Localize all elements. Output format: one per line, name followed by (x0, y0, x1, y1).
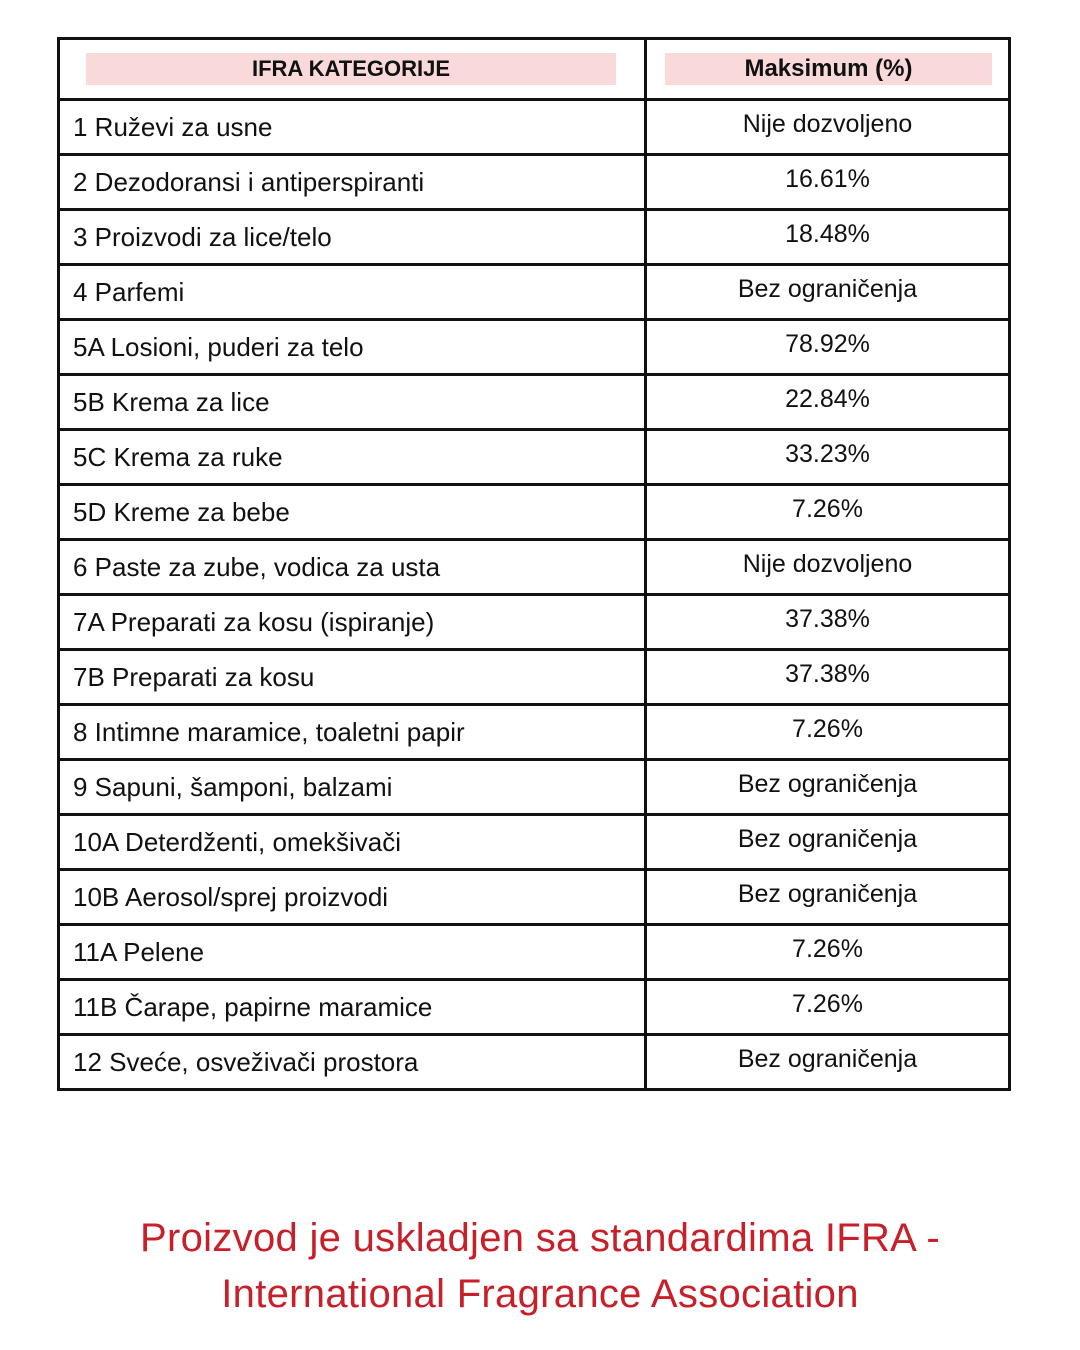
maximum-cell: Bez ograničenja (646, 815, 1010, 870)
compliance-note (0, 1210, 1080, 1322)
table-row (59, 650, 1010, 705)
compliance-note-line-1: Proizvod je uskladjen sa standardima IFRA - (140, 1216, 940, 1260)
header-maximum-label: Maksimum (%) (665, 53, 992, 85)
maximum-cell: Nije dozvoljeno (646, 540, 1010, 595)
maximum-cell: 7.26% (646, 705, 1010, 760)
table-row (59, 760, 1010, 815)
category-cell: 5B Krema za lice (59, 375, 646, 430)
maximum-cell: 37.38% (646, 595, 1010, 650)
maximum-cell: 7.26% (646, 485, 1010, 540)
table-row (59, 815, 1010, 870)
maximum-cell: 37.38% (646, 650, 1010, 705)
category-cell: 12 Sveće, osveživači prostora (59, 1035, 646, 1090)
category-cell: 10A Deterdženti, omekšivači (59, 815, 646, 870)
table-row (59, 430, 1010, 485)
category-cell: 9 Sapuni, šamponi, balzami (59, 760, 646, 815)
category-cell: 11B Čarape, papirne maramice (59, 980, 646, 1035)
table-row (59, 155, 1010, 210)
maximum-cell: 18.48% (646, 210, 1010, 265)
category-cell: 10B Aerosol/sprej proizvodi (59, 870, 646, 925)
maximum-cell: 7.26% (646, 925, 1010, 980)
table-row (59, 210, 1010, 265)
table-row (59, 540, 1010, 595)
maximum-cell: 33.23% (646, 430, 1010, 485)
maximum-cell: 16.61% (646, 155, 1010, 210)
table-row (59, 265, 1010, 320)
compliance-note-line-2: International Fragrance Association (221, 1272, 859, 1316)
maximum-cell: Bez ograničenja (646, 760, 1010, 815)
category-cell: 7A Preparati za kosu (ispiranje) (59, 595, 646, 650)
table-row (59, 870, 1010, 925)
header-category-label: IFRA KATEGORIJE (86, 53, 616, 85)
header-maximum-cell (646, 39, 1010, 100)
table-row (59, 1035, 1010, 1090)
category-cell: 11A Pelene (59, 925, 646, 980)
table-row (59, 595, 1010, 650)
table-row (59, 980, 1010, 1035)
maximum-cell: 7.26% (646, 980, 1010, 1035)
category-cell: 7B Preparati za kosu (59, 650, 646, 705)
table-row (59, 705, 1010, 760)
table-row (59, 100, 1010, 155)
ifra-table (57, 37, 1011, 1091)
category-cell: 2 Dezodoransi i antiperspiranti (59, 155, 646, 210)
maximum-cell: Bez ograničenja (646, 265, 1010, 320)
maximum-cell: Nije dozvoljeno (646, 100, 1010, 155)
maximum-cell: Bez ograničenja (646, 870, 1010, 925)
table-header-row (59, 39, 1010, 100)
header-category-cell (59, 39, 646, 100)
category-cell: 4 Parfemi (59, 265, 646, 320)
category-cell: 5A Losioni, puderi za telo (59, 320, 646, 375)
maximum-cell: 22.84% (646, 375, 1010, 430)
category-cell: 3 Proizvodi za lice/telo (59, 210, 646, 265)
table-row (59, 375, 1010, 430)
category-cell: 6 Paste za zube, vodica za usta (59, 540, 646, 595)
table-row (59, 320, 1010, 375)
category-cell: 8 Intimne maramice, toaletni papir (59, 705, 646, 760)
category-cell: 5D Kreme za bebe (59, 485, 646, 540)
table-row (59, 925, 1010, 980)
maximum-cell: Bez ograničenja (646, 1035, 1010, 1090)
maximum-cell: 78.92% (646, 320, 1010, 375)
category-cell: 1 Ruževi za usne (59, 100, 646, 155)
table-row (59, 485, 1010, 540)
category-cell: 5C Krema za ruke (59, 430, 646, 485)
